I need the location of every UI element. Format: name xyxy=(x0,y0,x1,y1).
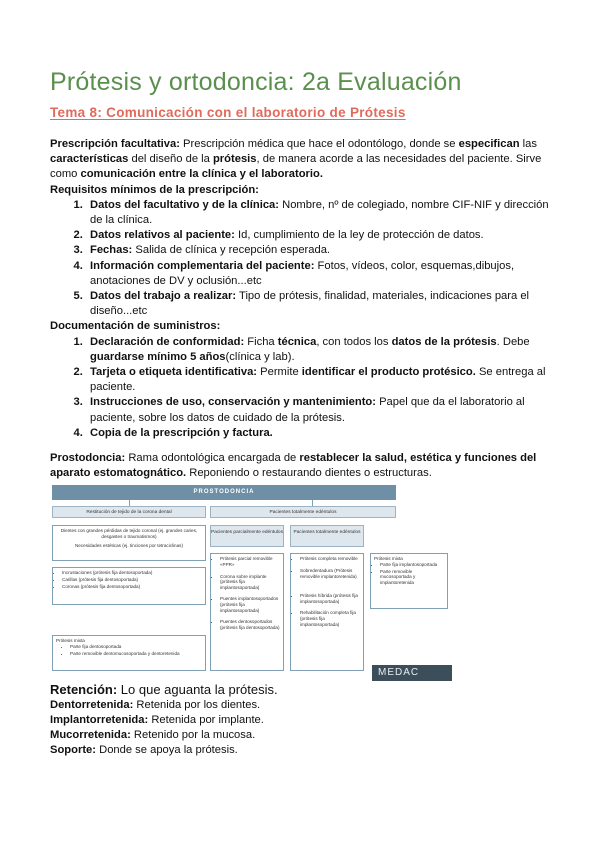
item-text: Salida de clínica y recepción esperada. xyxy=(132,244,331,257)
right-header: Pacientes totalmente edéntulos xyxy=(210,506,396,518)
list-item: • Incrustaciones (prótesis fija dentosoportada) xyxy=(62,570,202,576)
bold-text: prótesis xyxy=(212,153,257,166)
box-title: Prótesis mixta xyxy=(56,638,85,644)
box-text: Necesidades estéticas (ej. tinciones por tetraciclinas) xyxy=(74,542,183,548)
mucorretenida-line xyxy=(50,728,550,743)
retencion-section xyxy=(50,682,550,758)
totales-header: Pacientes totalmente edéntulos xyxy=(290,525,364,547)
documentacion-list xyxy=(50,335,550,441)
text: Papel que da el laboratorio al paciente, sobre los datos de cuidado de la prótesis. xyxy=(90,396,525,424)
text: (clínica y lab). xyxy=(225,350,295,363)
list-item: • Prótesis parcial removible «PPR» xyxy=(220,556,280,567)
text: Rama odontológica encargada de xyxy=(125,452,300,465)
item-label: Información complementaria del paciente: xyxy=(90,259,315,272)
list-item xyxy=(86,395,550,425)
list-item xyxy=(86,259,550,289)
text: Prescripción médica que hace el odontólogo, donde se xyxy=(179,138,459,150)
text: Retenida por implante. xyxy=(148,713,264,726)
term-label: Dentorretenida: xyxy=(50,698,134,711)
term-label: Implantorretenida: xyxy=(50,713,149,726)
document-page xyxy=(50,68,550,758)
text: Retenido por la mucosa. xyxy=(130,729,256,742)
parciales-list xyxy=(214,556,280,630)
list-item: • Parte fija implantosoportada xyxy=(380,562,444,568)
item-text: Id, cumplimiento de la ley de protección de datos. xyxy=(234,229,484,242)
prostodoncia-paragraph xyxy=(50,451,550,481)
prescripcion-paragraph xyxy=(50,137,550,183)
bold-text: guardarse mínimo 5 años xyxy=(90,350,226,363)
bold-text: restablecer la salud, estética y funciones del aparato estomatognático. xyxy=(50,452,537,480)
soporte-line xyxy=(50,743,550,758)
item-label: Tarjeta o etiqueta identificativa: xyxy=(90,366,258,379)
diagram-top-header: PROSTODONCIA xyxy=(52,485,396,500)
mixta-implant-box xyxy=(370,553,448,609)
text: Se entrega al paciente. xyxy=(90,366,546,394)
text: Ficha xyxy=(244,335,278,348)
list-item: • Puentes dentosoportados (prótesis fija dentosoportada) xyxy=(220,619,280,630)
term-label: Soporte: xyxy=(50,744,96,757)
box-text: Dientes con grandes pérdidas de tejido coronal (ej. grandes caries, desgastes o traumatismos) xyxy=(60,528,198,540)
requisitos-list xyxy=(50,198,550,320)
text: , con todos los xyxy=(316,335,392,348)
box-title: Prótesis mixta xyxy=(374,556,403,562)
prostodoncia-diagram xyxy=(52,485,450,680)
text: . Debe xyxy=(496,335,530,348)
requisitos-heading: Requisitos mínimos de la prescripción: xyxy=(50,183,259,196)
text: Donde se apoya la prótesis. xyxy=(96,744,238,757)
documentacion-section xyxy=(50,319,550,441)
bold-text: características xyxy=(50,153,129,166)
item-text: Tipo de prótesis, finalidad, materiales, indicaciones para el diseño...etc xyxy=(90,290,530,318)
bold-text: especifican xyxy=(458,138,520,150)
text: Permite xyxy=(257,366,302,379)
list-item: • Sobredentadura (Prótesis removible implantoretenida) xyxy=(300,568,360,579)
list-item: • Carillas (prótesis fija dentosoportada) xyxy=(62,577,202,583)
text: Lo que aguanta la prótesis. xyxy=(117,682,278,698)
list-item: • Prótesis híbrida (prótesis fija implantosoportada) xyxy=(300,593,360,604)
bold-text: comunicación entre la clínica y el laboratorio. xyxy=(80,168,323,181)
list-item: • Rehabilitación completa fija (prótesis fija implantosoportada) xyxy=(300,610,360,627)
list-item xyxy=(86,198,550,228)
list-item: • Parte removible mucosoportada y implantoretenida xyxy=(380,569,444,586)
term-label: Mucorretenida: xyxy=(50,729,131,742)
requisitos-section xyxy=(50,183,550,320)
list-item: • Prótesis completa removible xyxy=(300,556,360,562)
dentorretenida-line xyxy=(50,698,550,713)
bold-text: identificar el producto protésico. xyxy=(301,366,476,379)
bold-text: técnica xyxy=(277,335,317,348)
prostodoncia-label: Prostodoncia: xyxy=(50,452,126,465)
list-item xyxy=(86,426,550,441)
totales-list xyxy=(294,556,360,627)
item-label: Datos del trabajo a realizar: xyxy=(90,290,237,303)
retencion-label: Retención: xyxy=(50,682,118,698)
list-item: • Puentes implantosoportados (prótesis fija implantosoportada) xyxy=(220,596,280,613)
medac-logo: MEDAC xyxy=(372,665,452,681)
text: las xyxy=(519,138,537,150)
item-label: Declaración de conformidad: xyxy=(90,335,245,348)
list-item xyxy=(86,289,550,319)
item-label: Fechas: xyxy=(90,244,133,257)
left-header: Restitución de tejido de la corona dental xyxy=(52,506,206,518)
list-item: • Parte fija dentosoportada xyxy=(70,644,202,650)
list-item xyxy=(86,243,550,258)
item-label: Datos del facultativo y de la clínica: xyxy=(90,198,280,211)
item-text: Nombre, nº de colegiado, nombre CIF-NIF y dirección de la clínica. xyxy=(90,198,549,227)
item-text: Fotos, vídeos, color, esquemas,dibujos, anotaciones de DV y oclusión...etc xyxy=(90,259,515,287)
totales-box xyxy=(290,553,364,671)
parciales-header: Pacientes parcialmente edéntulos xyxy=(210,525,284,547)
text: Reponiendo o restaurando dientes o estructuras. xyxy=(186,467,432,480)
left-box-mixta xyxy=(52,635,206,671)
parciales-box xyxy=(210,553,284,671)
left-box-list xyxy=(52,567,206,605)
section-subtitle: Tema 8: Comunicación con el laboratorio de Prótesis xyxy=(50,105,406,120)
retencion-line xyxy=(50,682,550,697)
item-label: Datos relativos al paciente: xyxy=(90,229,235,242)
list-item xyxy=(86,228,550,243)
mixta-list xyxy=(56,644,202,656)
item-label: Copia de la prescripción y factura. xyxy=(90,426,273,439)
list-item: • Parte removible dentomucosoportada y dentoretenida xyxy=(70,651,202,657)
list-item xyxy=(86,365,550,395)
text: Retenida por los dientes. xyxy=(133,698,261,711)
documentacion-heading: Documentación de suministros: xyxy=(50,320,221,333)
list-item: • Corona sobre implante (prótesis fija implantosoportada) xyxy=(220,574,280,591)
bold-text: datos de la prótesis xyxy=(391,335,497,348)
list-item: • Coronas (prótesis fija dentosoportada) xyxy=(62,584,202,590)
page-title: Prótesis y ortodoncia: 2a Evaluación xyxy=(50,68,462,96)
prescripcion-label: Prescripción facultativa: xyxy=(50,138,180,150)
mixta-implant-list xyxy=(374,562,444,585)
text: del diseño de la xyxy=(128,153,213,166)
restauraciones-list xyxy=(56,570,202,589)
implantorretenida-line xyxy=(50,713,550,728)
left-box-dientes xyxy=(52,525,206,561)
text: , de manera acorde a las necesidades del paciente. Sirve como xyxy=(50,153,542,181)
item-label: Instrucciones de uso, conservación y mantenimiento: xyxy=(90,396,376,409)
list-item xyxy=(86,335,550,365)
